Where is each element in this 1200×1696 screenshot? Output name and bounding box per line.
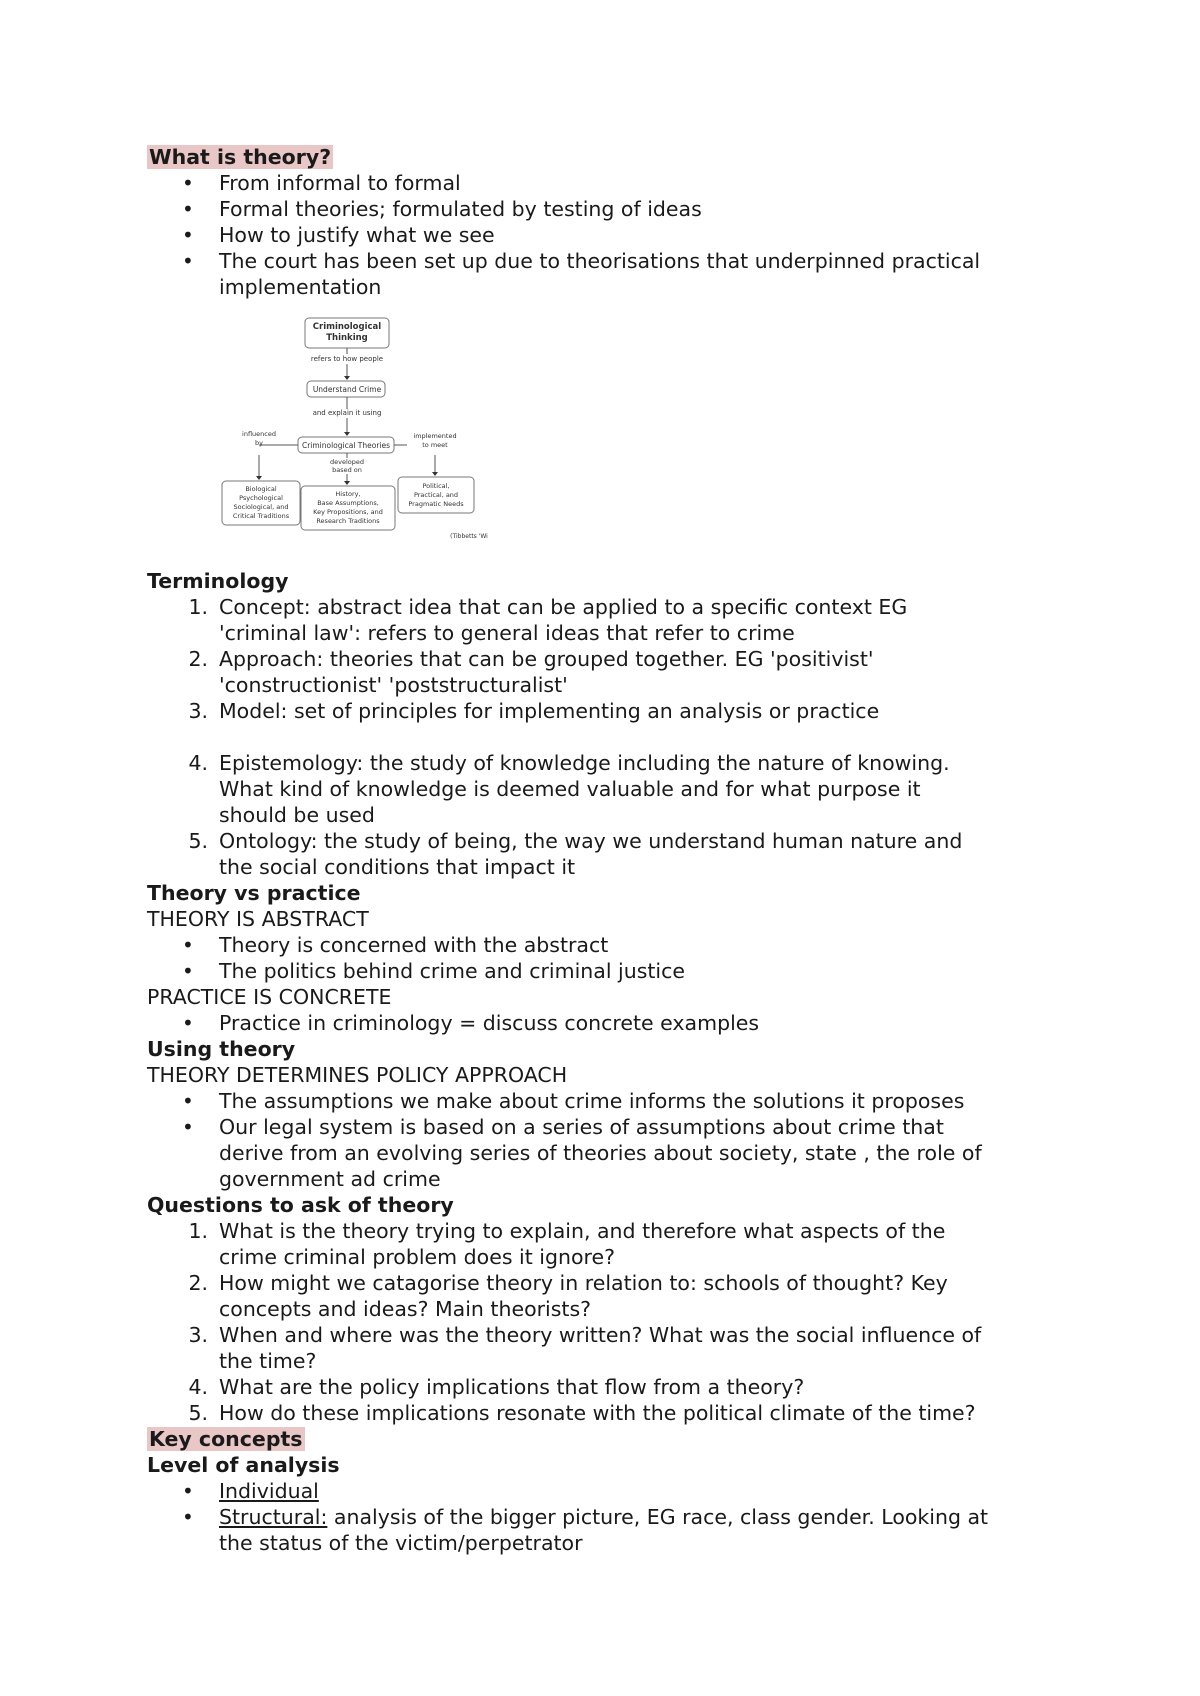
terminology-list	[147, 594, 1067, 724]
diagram-influenced-label-2: by	[255, 439, 263, 447]
list-item: • The politics behind crime and criminal justice	[147, 958, 1067, 984]
list-item: • From informal to formal	[147, 170, 1067, 196]
terminology-list-cont	[147, 750, 1067, 880]
diagram-top-label-2: Thinking	[326, 333, 368, 343]
line: Our legal system is based on a series of assumptions about crime that	[219, 1115, 944, 1139]
list-number: 2.	[188, 1271, 208, 1295]
line: should be used	[219, 803, 375, 827]
line: 'constructionist' 'poststructuralist'	[219, 673, 568, 697]
list-item	[147, 646, 1067, 698]
list-item: • Theory is concerned with the abstract	[147, 932, 1067, 958]
concrete-bullet-list	[147, 1010, 1067, 1036]
heading-using-theory: Using theory	[147, 1037, 296, 1061]
line: What is the theory trying to explain, and therefore what aspects of the	[219, 1219, 946, 1243]
line: derive from an evolving series of theories about society, state , the role of	[219, 1141, 982, 1165]
highlight: What is theory?	[149, 145, 332, 169]
line: Ontology: the study of being, the way we understand human nature and	[219, 829, 963, 853]
line: 'criminal law': refers to general ideas that refer to crime	[219, 621, 795, 645]
line: When and where was the theory written? What was the social influence of	[219, 1323, 982, 1347]
list-item	[147, 1504, 1067, 1556]
using-theory-bullet-list	[147, 1088, 1067, 1192]
list-item	[147, 1270, 1067, 1322]
spacer	[147, 724, 1067, 750]
list-item: • Practice in criminology = discuss concrete examples	[147, 1010, 1067, 1036]
heading-theory-vs-practice: Theory vs practice	[147, 881, 361, 905]
line: What are the policy implications that flow from a theory?	[219, 1375, 805, 1399]
list-number: 5.	[188, 1401, 208, 1425]
list-item	[147, 1478, 1067, 1504]
highlight: Key concepts	[149, 1427, 303, 1451]
diagram-developed-label-2: based on	[332, 466, 362, 474]
line: Epistemology: the study of knowledge including the nature of knowing.	[219, 751, 950, 775]
heading-questions: Questions to ask of theory	[147, 1193, 454, 1217]
abstract-bullet-list	[147, 932, 1067, 984]
line: How do these implications resonate with the political climate of the time?	[219, 1401, 976, 1425]
diagram-right-box-line-3: Pragmatic Needs	[408, 500, 464, 508]
diagram-refers-label: refers to how people	[310, 355, 384, 363]
individual-term: Individual	[219, 1479, 319, 1503]
list-item: • How to justify what we see	[147, 222, 1067, 248]
subheading-policy-approach: THEORY DETERMINES POLICY APPROACH	[147, 1063, 568, 1087]
list-number: 3.	[188, 1323, 208, 1347]
list-item	[147, 594, 1067, 646]
diagram-left-box-line-3: Sociological, and	[233, 503, 289, 511]
diagram-mid-box-line-3: Key Propositions, and	[313, 508, 383, 516]
diagram-mid-box-line-2: Base Assumptions,	[317, 499, 379, 507]
list-item: • The court has been set up due to theorisations that underpinned practical implementation	[147, 248, 1067, 300]
heading-key-concepts	[147, 1426, 1067, 1452]
diagram-left-box-line-2: Psychological	[239, 494, 283, 502]
list-number: 4.	[188, 751, 208, 775]
list-item	[147, 1400, 1067, 1426]
list-item: • Formal theories; formulated by testing of ideas	[147, 196, 1067, 222]
diagram-right-box-line-2: Practical, and	[413, 491, 459, 499]
list-number: 3.	[188, 699, 208, 723]
line: concepts and ideas? Main theorists?	[219, 1297, 592, 1321]
diagram-implemented-label-2: to meet	[422, 441, 448, 449]
diagram-right-box-line-1: Political,	[422, 482, 450, 490]
diagram-left-box-line-4: Critical Traditions	[232, 512, 290, 520]
questions-list	[147, 1218, 1067, 1426]
subheading-level-of-analysis: Level of analysis	[147, 1453, 340, 1477]
diagram-understand-label: Understand Crime	[312, 385, 382, 394]
line: analysis of the bigger picture, EG race, class gender. Looking at	[327, 1505, 989, 1529]
document-page	[147, 144, 1067, 1556]
diagram-mid-box-line-4: Research Traditions	[316, 517, 380, 525]
list-item	[147, 1088, 1067, 1114]
subheading-practice-concrete: PRACTICE IS CONCRETE	[147, 985, 392, 1009]
diagram-credit: (Tibbetts 'Wi	[450, 533, 488, 540]
list-item	[147, 1218, 1067, 1270]
diagram-implemented-label-1: implemented	[413, 432, 457, 440]
diagram-left-box-line-1: Biological	[245, 485, 277, 493]
theory-bullet-list	[147, 170, 1067, 300]
diagram-developed-label-1: developed	[329, 458, 365, 466]
list-item	[147, 698, 1067, 724]
line: government ad crime	[219, 1167, 441, 1191]
diagram-influenced-label-1: influenced	[242, 430, 276, 438]
list-item	[147, 750, 1067, 828]
heading-terminology: Terminology	[147, 569, 289, 593]
diagram-explain-label: and explain it using	[312, 409, 382, 417]
line: Model: set of principles for implementing an analysis or practice	[219, 699, 880, 723]
line: the status of the victim/perpetrator	[219, 1531, 583, 1555]
line: crime criminal problem does it ignore?	[219, 1245, 615, 1269]
diagram-theories-label: Criminological Theories	[301, 441, 391, 450]
line: What kind of knowledge is deemed valuable and for what purpose it	[219, 777, 921, 801]
list-number: 4.	[188, 1375, 208, 1399]
line: the time?	[219, 1349, 317, 1373]
line: How might we catagorise theory in relation to: schools of thought? Key	[219, 1271, 948, 1295]
list-item	[147, 1374, 1067, 1400]
list-number: 1.	[188, 1219, 208, 1243]
list-item	[147, 828, 1067, 880]
structural-term: Structural:	[219, 1505, 328, 1529]
heading-what-is-theory	[147, 144, 1067, 170]
analysis-bullet-list	[147, 1478, 1067, 1556]
subheading-theory-abstract: THEORY IS ABSTRACT	[147, 907, 369, 931]
list-number: 5.	[188, 829, 208, 853]
criminological-thinking-diagram	[219, 314, 519, 546]
list-number: 2.	[188, 647, 208, 671]
line: the social conditions that impact it	[219, 855, 576, 879]
line: Approach: theories that can be grouped together. EG 'positivist'	[219, 647, 874, 671]
list-item	[147, 1322, 1067, 1374]
list-item	[147, 1114, 1067, 1192]
line: The assumptions we make about crime informs the solutions it proposes	[219, 1089, 965, 1113]
diagram-mid-box-line-1: History,	[335, 490, 361, 498]
diagram-top-label-1: Criminological	[312, 322, 382, 332]
line: Concept: abstract idea that can be applied to a specific context EG	[219, 595, 908, 619]
list-number: 1.	[188, 595, 208, 619]
